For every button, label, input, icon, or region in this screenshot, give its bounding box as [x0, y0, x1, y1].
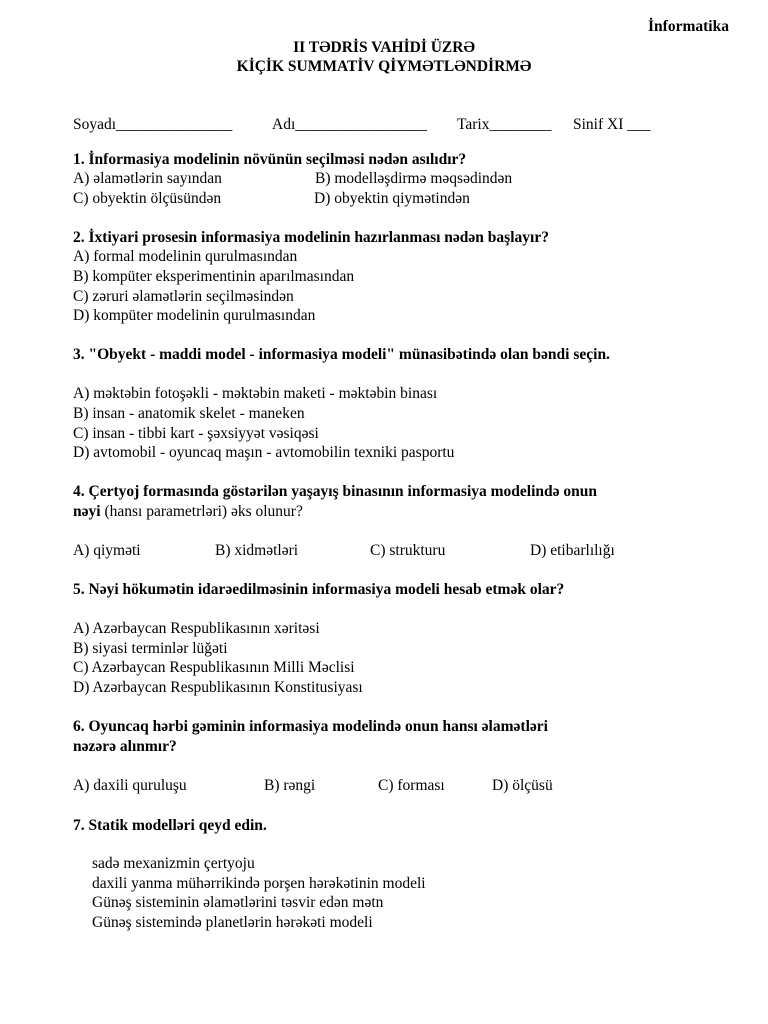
q7-item-4: Günəş sistemində planetlərin hərəkəti modeli: [92, 914, 373, 931]
q4-option-a: A) qiyməti: [73, 542, 141, 559]
q5-option-b: B) siyasi terminlər lüğəti: [73, 640, 228, 657]
question-2: 2. İxtiyari prosesin informasiya modelinin hazırlanması nədən başlayır?: [73, 229, 549, 246]
title-line-2: KİÇİK SUMMATİV QİYMƏTLƏNDİRMƏ: [236, 58, 532, 75]
q1-option-b: B) modelləşdirmə məqsədindən: [315, 170, 513, 187]
surname-field: Soyadı_______________: [73, 116, 233, 133]
class-field: Sinif XI ___: [573, 116, 651, 133]
question-4-line-2: [73, 502, 303, 522]
question-6-line-2: nəzərə alınmır?: [73, 738, 177, 755]
title-line-1: II TƏDRİS VAHİDİ ÜZRƏ: [293, 39, 475, 56]
q3-option-a: A) məktəbin fotoşəkli - məktəbin maketi - məktəbin binası: [73, 385, 438, 402]
q6-option-a: A) daxili quruluşu: [73, 777, 187, 794]
q4-option-b: B) xidmətləri: [215, 542, 299, 559]
q6-option-b: B) rəngi: [264, 777, 316, 794]
q1-option-c: C) obyektin ölçüsündən: [73, 190, 222, 207]
question-1: 1. İnformasiya modelinin növünün seçilməsi nədən asılıdır?: [73, 151, 467, 168]
q1-option-d: D) obyektin qiymətindən: [314, 190, 470, 207]
question-4-line-1: 4. Çertyoj formasında göstərilən yaşayış binasının informasiya modelində onun: [73, 483, 598, 500]
date-field: Tarix________: [457, 116, 552, 133]
question-4-rest: (hansı parametrləri) əks olunur?: [100, 503, 303, 520]
q4-option-d: D) etibarlılığı: [530, 542, 615, 559]
q4-option-c: C) strukturu: [370, 542, 446, 559]
q5-option-c: C) Azərbaycan Respublikasının Milli Məclisi: [73, 659, 355, 676]
q3-option-b: B) insan - anatomik skelet - maneken: [73, 405, 305, 422]
question-4-emphasis: nəyi: [73, 503, 101, 520]
question-5: 5. Nəyi hökumətin idarəedilməsinin informasiya modeli hesab etmək olar?: [73, 581, 565, 598]
q5-option-d: D) Azərbaycan Respublikasının Konstitusiyası: [73, 679, 363, 696]
q2-option-c: C) zəruri əlamətlərin seçilməsindən: [73, 288, 294, 305]
q7-item-3: Günəş sisteminin əlamətlərini təsvir edən mətn: [92, 894, 384, 911]
q6-option-c: C) forması: [378, 777, 445, 794]
q2-option-b: B) kompüter eksperimentinin aparılmasından: [73, 268, 355, 285]
q6-option-d: D) ölçüsü: [492, 777, 553, 794]
q3-option-c: C) insan - tibbi kart - şəxsiyyət vəsiqəsi: [73, 425, 319, 442]
q7-item-2: daxili yanma mühərrikində porşen hərəkətinin modeli: [92, 875, 426, 892]
q1-option-a: A) əlamətlərin sayından: [73, 170, 222, 187]
q5-option-a: A) Azərbaycan Respublikasının xəritəsi: [73, 620, 320, 637]
q3-option-d: D) avtomobil - oyuncaq maşın - avtomobilin texniki pasportu: [73, 444, 455, 461]
name-field: Adı_________________: [272, 116, 427, 133]
q2-option-a: A) formal modelinin qurulmasından: [73, 248, 298, 265]
subject-label: İnformatika: [648, 18, 729, 35]
question-3: 3. "Obyekt - maddi model - informasiya modeli" münasibətində olan bəndi seçin.: [73, 346, 610, 363]
q7-item-1: sadə mexanizmin çertyoju: [92, 855, 255, 872]
q2-option-d: D) kompüter modelinin qurulmasından: [73, 307, 316, 324]
question-7: 7. Statik modelləri qeyd edin.: [73, 817, 267, 834]
question-6-line-1: 6. Oyuncaq hərbi gəminin informasiya modelində onun hansı əlamətləri: [73, 718, 548, 735]
